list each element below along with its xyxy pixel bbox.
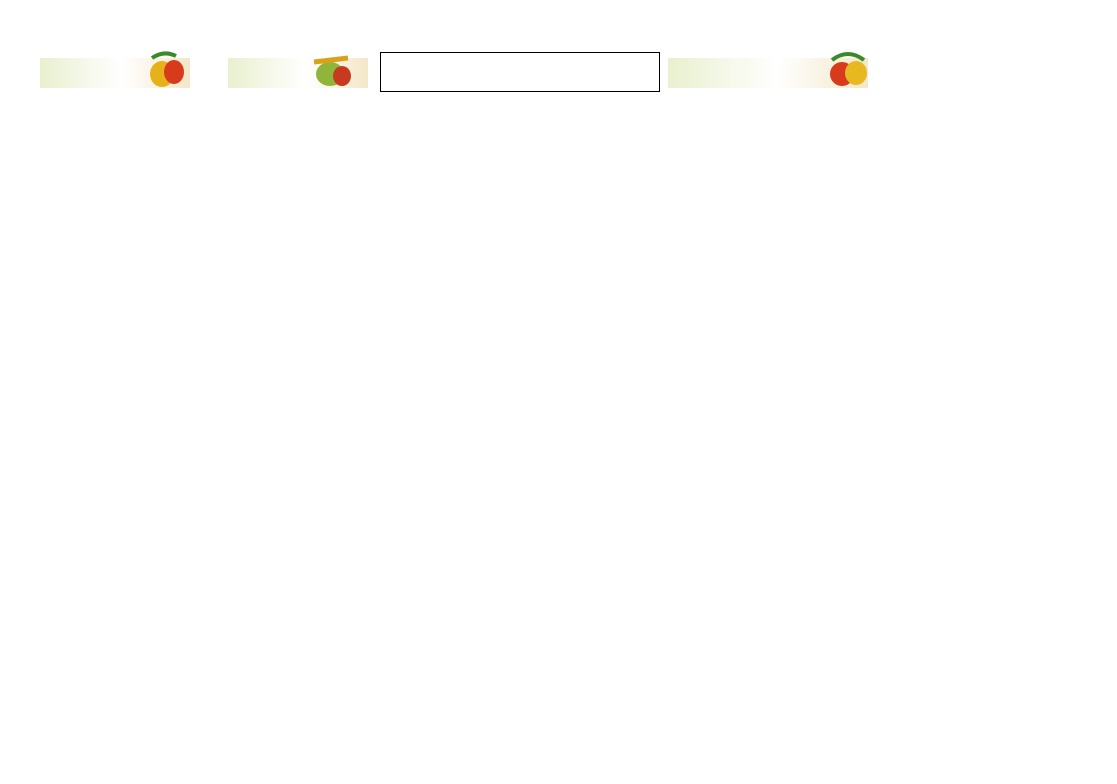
vegetables-icon <box>824 48 872 90</box>
vegetables-icon <box>142 48 190 90</box>
page-title <box>380 52 660 92</box>
vegetables-icon <box>308 48 356 90</box>
page-header <box>0 0 1117 98</box>
